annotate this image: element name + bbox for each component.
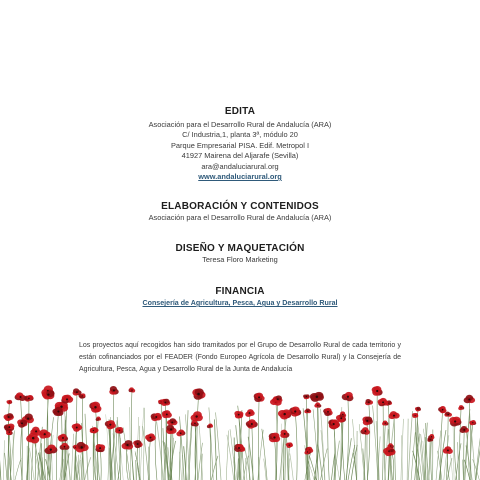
poppy-stem — [100, 448, 101, 480]
grass-blade — [157, 422, 164, 480]
poppy-flower — [234, 411, 243, 419]
poppy-center — [109, 424, 111, 426]
poppy-flower — [52, 407, 63, 416]
poppy-flower — [460, 426, 469, 433]
poppy-petal — [163, 399, 169, 404]
poppy-center — [194, 423, 196, 425]
poppy-center — [385, 423, 386, 424]
poppy-center — [76, 427, 78, 429]
poppy-flower — [7, 400, 13, 405]
poppy-flower — [443, 446, 453, 454]
poppy-flower — [4, 423, 15, 431]
poppy-flower — [388, 411, 399, 419]
grass-blade — [407, 419, 408, 480]
edita-line-park: Parque Empresarial PISA. Edif. Metropol I — [170, 140, 310, 150]
poppy-center — [294, 410, 296, 412]
poppy-center — [454, 420, 456, 422]
poppy-center — [166, 413, 168, 415]
poppy-flower — [372, 386, 383, 396]
poppy-center — [93, 430, 94, 431]
poppy-petal — [237, 411, 243, 416]
poppy-flower — [45, 444, 58, 454]
grass-blade — [71, 434, 73, 480]
poppy-center — [98, 418, 99, 419]
poppy-center — [131, 389, 132, 390]
poppy-center — [28, 397, 30, 399]
poppy-flower — [245, 409, 254, 417]
poppy-stem — [161, 402, 162, 480]
poppy-center — [150, 437, 152, 439]
consejeria-link[interactable]: Consejería de Agricultura, Pesca, Agua y Desarrollo Rural — [142, 299, 338, 307]
grass-blade — [214, 419, 216, 480]
poppy-center — [368, 402, 369, 403]
edita-line-email: ara@andaluciarural.org — [201, 161, 279, 171]
poppy-flower — [310, 392, 324, 402]
poppy-flower — [412, 413, 418, 418]
poppy-center — [316, 395, 319, 398]
diseno-section — [0, 242, 480, 265]
poppy-flower — [207, 423, 213, 428]
poppy-center — [8, 426, 10, 428]
poppy-flower — [360, 427, 369, 435]
poppy-petal — [305, 394, 309, 397]
financia-heading: FINANCIA — [215, 286, 265, 297]
grass-blade — [5, 453, 7, 480]
poppy-center — [165, 402, 167, 404]
poppy-petal — [92, 428, 97, 432]
poppy-center — [238, 447, 240, 449]
poppy-flower — [191, 411, 203, 421]
poppy-center — [82, 395, 83, 396]
grass-blade — [475, 435, 480, 480]
poppy-petal — [148, 433, 155, 439]
poppy-flower — [39, 429, 51, 438]
poppy-petal — [391, 449, 395, 452]
poppy-center — [273, 436, 275, 438]
poppy-center — [238, 414, 240, 416]
poppy-petal — [7, 413, 14, 418]
poppy-petal — [98, 444, 105, 450]
poppy-center — [277, 398, 279, 400]
poppy-flower — [161, 399, 170, 406]
poppy-stem — [295, 412, 297, 480]
poppy-flower — [339, 411, 346, 417]
poppy-petal — [46, 390, 54, 397]
poppy-petal — [208, 423, 212, 426]
poppy-flower — [89, 402, 101, 413]
poppy-flower — [167, 418, 177, 425]
poppy-center — [461, 407, 462, 408]
grass-blade — [136, 460, 137, 480]
poppy-center — [19, 396, 21, 398]
poppy-center — [317, 405, 318, 406]
poppy-center — [62, 437, 64, 439]
poppy-flower — [109, 386, 118, 395]
elaboracion-line: Asociación para el Desarrollo Rural de Andalucía (ARA) — [148, 213, 332, 222]
grass-blade — [15, 458, 21, 480]
poppy-stem — [149, 438, 150, 480]
poppy-center — [463, 429, 465, 431]
poppy-center — [94, 406, 96, 408]
poppy-flower — [323, 408, 333, 416]
poppy-stem — [241, 449, 242, 480]
poppy-petal — [73, 388, 79, 393]
poppy-petal — [471, 420, 476, 424]
poppy-center — [180, 432, 182, 434]
poppy-center — [366, 420, 368, 422]
poppy-center — [283, 413, 285, 415]
poppy-center — [347, 396, 349, 398]
elaboracion-heading: ELABORACIÓN Y CONTENIDOS — [161, 201, 319, 212]
poppy-center — [99, 447, 101, 449]
poppy-petal — [27, 395, 33, 400]
poppy-center — [468, 398, 470, 400]
poppy-center — [258, 396, 260, 398]
poppy-center — [376, 390, 378, 392]
poppy-flower — [133, 440, 143, 448]
poppy-center — [9, 402, 10, 403]
poppy-stem — [394, 416, 395, 480]
poppy-flower — [73, 388, 82, 395]
poppy-flower — [273, 395, 282, 402]
poppy-flower — [365, 399, 373, 405]
poppy-center — [137, 443, 139, 445]
funding-note: Los proyectos aquí recogidos han sido tramitados por el Grupo de Desarrollo Rural de cada territorio y están cofinanciados por el FEADER (Fondo Europeo Agrícola de Desarrollo Rural) y la Consejería de Agricultura, Pesca, Agua y Desarrollo Rural de la Junta de Andalucía — [79, 342, 401, 374]
poppy-center — [342, 414, 343, 415]
poppy-center — [430, 439, 431, 440]
poppy-stems — [0, 390, 480, 480]
poppy-stem — [441, 410, 443, 480]
poppy-petal — [124, 440, 132, 447]
poppy-petal — [117, 427, 123, 432]
poppy-flower — [151, 413, 162, 421]
poppy-flowers — [4, 386, 477, 457]
poppy-flower — [328, 419, 339, 429]
poppy-stem — [274, 438, 275, 480]
poppy-flower — [17, 419, 27, 427]
poppy-petal — [7, 423, 14, 429]
poppy-center — [8, 416, 10, 418]
poppy-stem — [155, 417, 157, 480]
poppy-flower — [105, 420, 116, 429]
poppy-petal — [445, 412, 450, 416]
poppy-stem — [179, 433, 181, 480]
poppy-center — [32, 437, 35, 440]
poppy-petal — [288, 442, 293, 446]
grass-blade — [471, 424, 476, 480]
grass-blade — [3, 440, 4, 480]
poppy-center — [307, 411, 308, 412]
grass-blade — [209, 407, 213, 480]
diseno-heading: DISEÑO Y MAQUETACIÓN — [175, 243, 305, 254]
poppy-center — [391, 451, 392, 452]
poppy-field-illustration — [0, 380, 480, 480]
poppy-petal — [414, 413, 418, 416]
poppy-flower — [95, 444, 105, 452]
poppy-flower — [378, 398, 389, 406]
poppy-center — [393, 415, 395, 417]
poppy-center — [113, 389, 115, 391]
poppy-stem — [367, 402, 369, 480]
poppy-center — [119, 430, 121, 432]
poppy-center — [209, 425, 210, 426]
poppy-stem — [31, 438, 33, 480]
poppy-flower — [303, 394, 309, 399]
poppy-center — [126, 444, 128, 446]
poppy-flower — [314, 402, 321, 407]
edita-heading: EDITA — [224, 106, 256, 117]
poppy-center — [66, 398, 68, 400]
poppy-center — [284, 433, 286, 435]
edita-line-organization: Asociación para el Desarrollo Rural de Andalucía (ARA) — [148, 120, 332, 129]
poppy-center — [35, 430, 37, 432]
poppy-stem — [289, 445, 290, 480]
poppy-center — [80, 446, 82, 448]
poppy-flower — [387, 443, 394, 448]
poppy-petal — [314, 392, 323, 399]
website-link[interactable]: www.andaluciarural.org — [198, 172, 282, 182]
poppy-flower — [122, 440, 134, 450]
poppy-center — [64, 446, 66, 448]
poppy-petal — [8, 400, 12, 403]
poppy-flower — [145, 433, 156, 442]
poppy-flower — [60, 443, 70, 450]
poppy-flower — [192, 388, 205, 399]
grass-blade — [462, 460, 463, 480]
poppy-flower — [389, 449, 394, 453]
poppy-flower — [449, 417, 461, 427]
poppy-flower — [129, 387, 136, 392]
poppy-center — [171, 421, 173, 423]
poppy-petal — [416, 407, 420, 410]
poppy-center — [47, 393, 49, 395]
poppy-petal — [154, 413, 161, 419]
poppy-petal — [81, 393, 86, 397]
poppy-petal — [20, 420, 27, 426]
poppy-stem — [94, 430, 96, 480]
poppy-petal — [16, 392, 24, 398]
poppy-petal — [276, 395, 282, 400]
poppy-flower — [176, 430, 185, 437]
grass-blade — [286, 436, 288, 480]
poppy-flower — [362, 416, 373, 425]
poppy-center — [382, 401, 384, 403]
poppy-center — [155, 416, 157, 418]
poppy-center — [364, 430, 366, 432]
poppy-flower — [269, 433, 280, 443]
grass-blade — [0, 443, 1, 480]
poppy-petal — [452, 417, 460, 424]
poppy-flower — [438, 406, 446, 413]
grass-blade — [199, 426, 202, 480]
poppy-stem — [346, 397, 348, 480]
poppy-flower — [162, 410, 172, 418]
poppy-center — [472, 422, 473, 423]
grass-blade — [411, 432, 415, 480]
poppy-flower — [428, 434, 434, 439]
poppy-stem — [429, 440, 430, 480]
poppy-center — [327, 411, 329, 413]
financia-section — [0, 285, 480, 308]
grass-blade — [188, 419, 192, 480]
poppy-flower — [72, 423, 82, 432]
poppy-flower — [246, 419, 258, 428]
poppy-center — [415, 415, 416, 416]
poppy-petal — [271, 433, 279, 440]
grass-blade — [290, 453, 293, 480]
poppy-petal — [166, 425, 174, 431]
diseno-line: Teresa Floro Marketing — [202, 255, 278, 264]
poppy-flower — [278, 409, 291, 419]
poppy-flower — [254, 393, 265, 402]
poppy-center — [9, 431, 10, 432]
poppy-center — [390, 445, 391, 446]
poppy-petal — [236, 444, 243, 450]
poppy-center — [442, 409, 444, 411]
poppy-petal — [306, 449, 310, 453]
poppy-stem — [342, 415, 344, 480]
poppy-center — [50, 448, 52, 450]
poppy-center — [333, 423, 335, 425]
poppy-flower — [15, 392, 27, 401]
poppy-center — [448, 414, 449, 415]
poppy-center — [289, 444, 290, 445]
edita-line-address: C/ Industria,1, planta 3ª, módulo 20 — [182, 130, 298, 140]
poppy-stem — [197, 394, 199, 480]
poppy-stem — [57, 412, 59, 480]
poppy-center — [340, 417, 342, 419]
poppy-center — [27, 417, 29, 419]
poppy-center — [197, 393, 200, 396]
poppy-flower — [304, 408, 311, 413]
poppy-petal — [282, 409, 291, 416]
poppy-flower — [464, 395, 475, 403]
poppy-center — [417, 409, 418, 410]
poppy-stem — [383, 402, 384, 480]
edita-section — [0, 105, 480, 182]
poppy-petal — [366, 399, 371, 403]
poppy-center — [251, 423, 253, 425]
poppy-center — [431, 436, 432, 437]
poppy-center — [57, 411, 59, 413]
poppy-petal — [365, 416, 372, 422]
poppy-flower — [415, 407, 421, 412]
poppy-center — [44, 433, 46, 435]
poppy-center — [76, 391, 78, 393]
poppy-stem — [431, 437, 432, 480]
edita-line-city: 41927 Mairena del Aljarafe (Sevilla) — [181, 151, 299, 161]
poppy-flower — [4, 413, 14, 421]
elaboracion-section — [0, 200, 480, 223]
poppy-petal — [331, 419, 339, 426]
poppy-center — [249, 412, 251, 414]
poppy-center — [306, 396, 307, 397]
poppy-center — [195, 415, 197, 417]
poppy-flower — [166, 425, 177, 434]
poppy-center — [21, 422, 23, 424]
poppy-flower — [458, 405, 464, 410]
poppy-center — [307, 451, 308, 452]
poppy-center — [170, 428, 172, 430]
poppy-flower — [280, 430, 289, 438]
poppy-stem — [44, 434, 45, 480]
poppy-petal — [247, 409, 254, 414]
poppy-flower — [342, 392, 354, 401]
poppy-center — [447, 449, 449, 451]
poppy-flower — [90, 428, 97, 433]
grass-blade — [303, 408, 309, 480]
poppy-flower — [115, 427, 123, 434]
grass-blade — [139, 426, 140, 480]
grass-blade — [264, 459, 266, 480]
grass-blade — [466, 445, 472, 480]
poppy-center — [75, 447, 76, 448]
poppy-petal — [345, 392, 353, 398]
poppy-flower — [61, 395, 73, 404]
